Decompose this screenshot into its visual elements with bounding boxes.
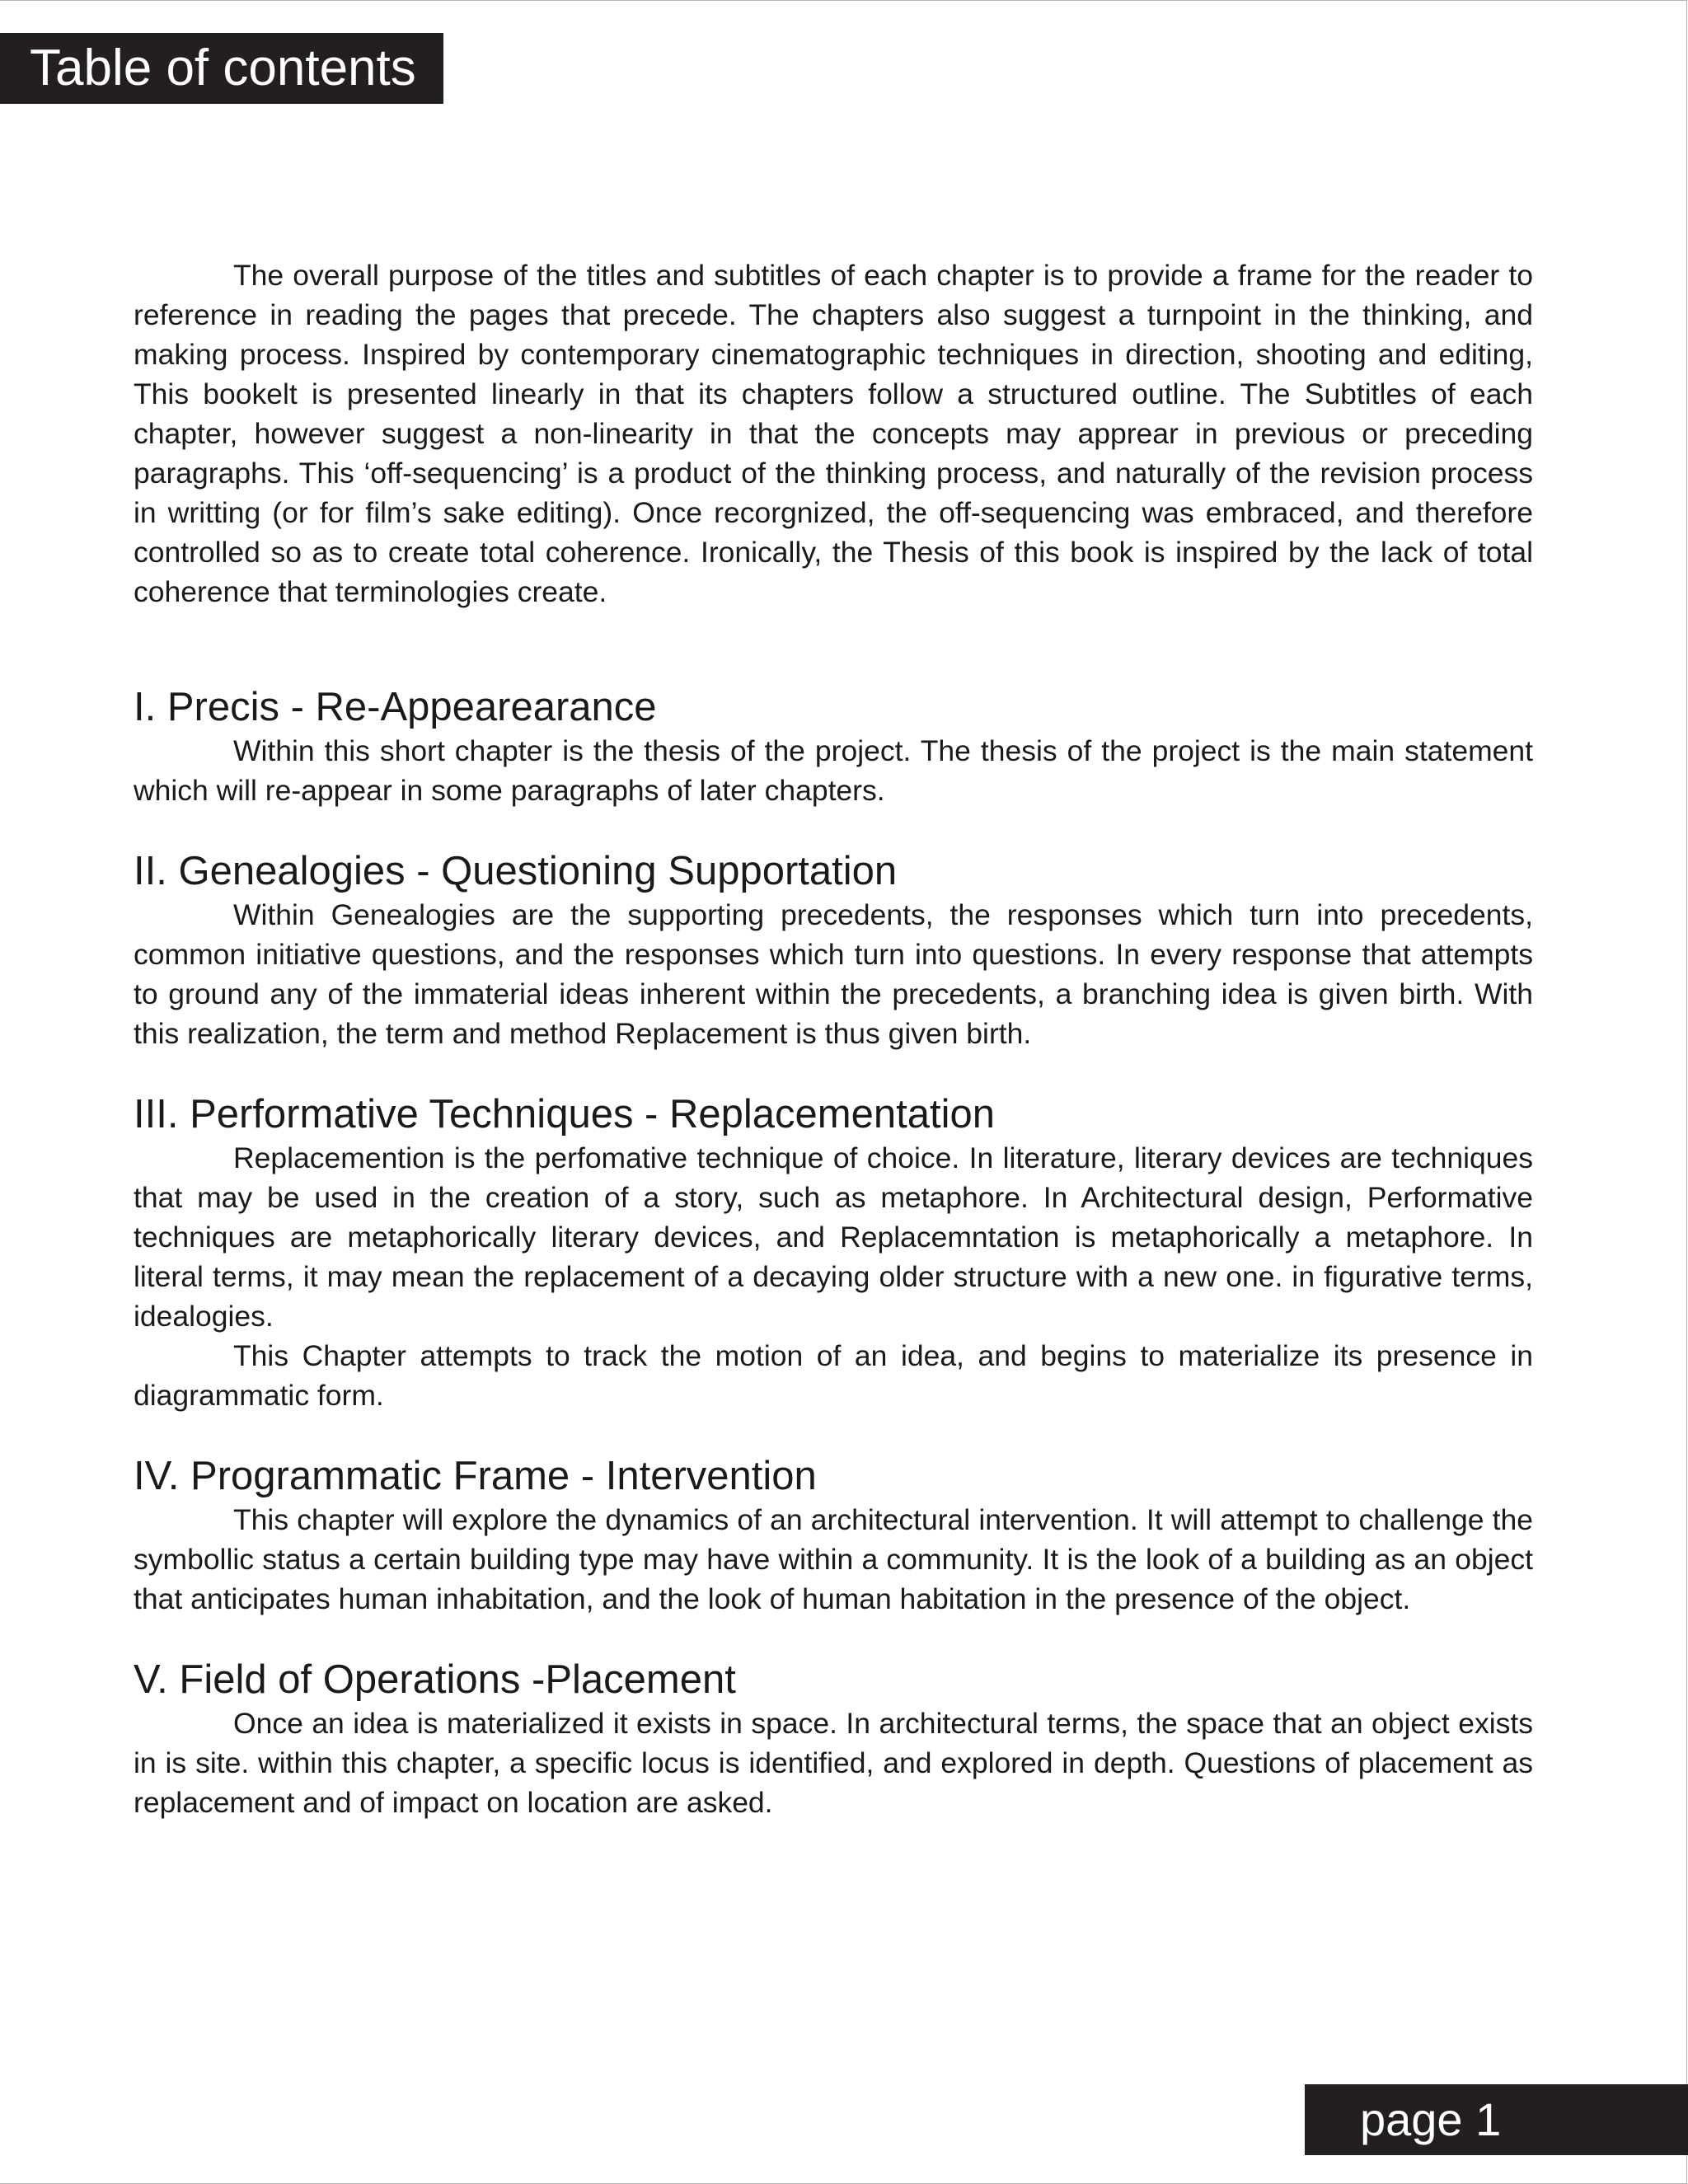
- chapter-section-1: [134, 683, 1533, 810]
- chapter-paragraph: This chapter will explore the dynamics of an architectural intervention. It will attempt to challenge the symbollic status a certain building type may have within a community. It is the look of a building as an object that anticipates human inhabitation, and the look of human habitation in the presence of the object.: [134, 1503, 1533, 1615]
- chapter-heading: III. Performative Techniques - Replacementation: [134, 1092, 995, 1137]
- chapter-heading: II. Genealogies - Questioning Supportation: [134, 849, 898, 893]
- chapter-paragraph: Once an idea is materialized it exists in space. In architectural terms, the space that an object exists in is site. within this chapter, a specific locus is identified, and explored in depth. Questions of placement as replacement and of impact on location are asked.: [134, 1707, 1533, 1819]
- chapter-paragraph: Within Genealogies are the supporting precedents, the responses which turn into precedents, common initiative questions, and the responses which turn into questions. In every response that attempts to ground any of the immaterial ideas inherent within the precedents, a branching idea is given birth. With this realization, the term and method Replacement is thus given birth.: [134, 898, 1533, 1050]
- chapter-paragraph: Replacemention is the perfomative technique of choice. In literature, literary devices are techniques that may be used in the creation of a story, such as metaphore. In Architectural design, Performative techniques are metaphorically literary devices, and Replacemntation is metaphorically a metaphore. In literal terms, it may mean the replacement of a decaying older structure with a new one. in figurative terms, idealogies.: [134, 1141, 1533, 1333]
- chapter-section-4: [134, 1452, 1533, 1619]
- chapter-heading: I. Precis - Re-Appearearance: [134, 685, 657, 729]
- page-title: Table of contents: [0, 33, 443, 104]
- chapter-paragraph: This Chapter attempts to track the motion of an idea, and begins to materialize its presence in diagrammatic form.: [134, 1339, 1533, 1412]
- intro-paragraph: The overall purpose of the titles and subtitles of each chapter is to provide a frame for the reader to reference in reading the pages that precede. The chapters also suggest a turnpoint in the thinking, and making process. Inspired by contemporary cinematographic techniques in direction, shooting and editing, This bookelt is presented linearly in that its chapters follow a structured outline. The Subtitles of each chapter, however suggest a non-linearity in that the concepts may apprear in previous or preceding paragraphs. This ‘off-sequencing’ is a product of the thinking process, and naturally of the revision process in writting (or for film’s sake editing). Once recorgnized, the off-sequencing was embraced, and therefore controlled so as to create total coherence. Ironically, the Thesis of this book is inspired by the lack of total coherence that terminologies create.: [134, 259, 1533, 608]
- document-body: [134, 255, 1533, 1859]
- chapter-paragraph: Within this short chapter is the thesis of the project. The thesis of the project is the main statement which will re-appear in some paragraphs of later chapters.: [134, 734, 1533, 807]
- chapter-section-5: [134, 1656, 1533, 1822]
- chapter-section-3: [134, 1090, 1533, 1415]
- page-number: page 1: [1305, 2084, 1688, 2155]
- chapter-heading: IV. Programmatic Frame - Intervention: [134, 1454, 817, 1498]
- chapter-heading: V. Field of Operations -Placement: [134, 1657, 736, 1702]
- chapter-section-2: [134, 847, 1533, 1053]
